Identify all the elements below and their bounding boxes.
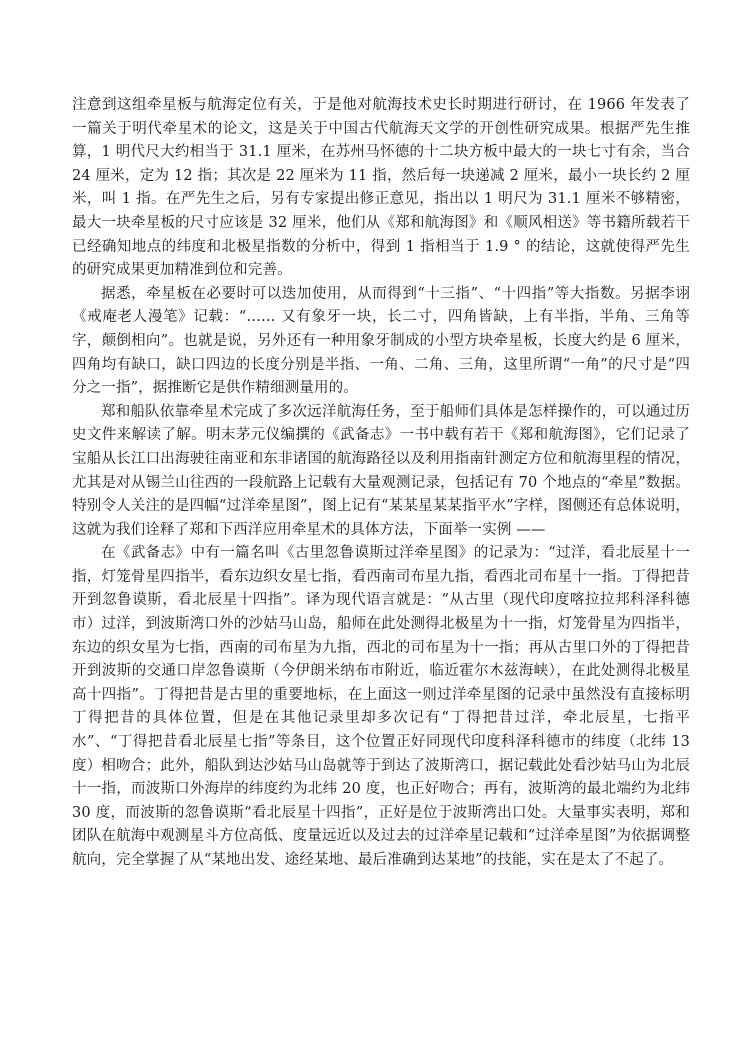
paragraph-4: 在《武备志》中有一篇名叫《古里忽鲁谟斯过洋牵星图》的记录为：“过洋，看北辰星十一指，灯笼骨星四指半，看东边织女星七指，看西南司布星九指，看西北司布星十一指。丁得把昔开到忽鲁谟斯，看北辰星十四指”。译为现代语言就是：“从古里（现代印度喀拉拉邦科泽科德市）过洋，到波斯湾口外的沙姑马山岛，船师在此处测得北极星为十一指，灯笼骨星为四指半，东边的织女星为七指，西南的司布星为九指，西北的司布星为十一指；再从古里口外的丁得把昔开到波斯的交通口岸忽鲁谟斯（今伊朗米纳布市附近，临近霍尔木兹海峡），在此处测得北极星高十四指”。丁得把昔是古里的重要地标，在上面这一则过洋牵星图的记录中虽然没有直接标明丁得把昔的具体位置，但是在其他记录里却多次记有“丁得把昔过洋，牵北辰星，七指平水”、“丁得把昔看北辰星七指”等条目，这个位置正好同现代印度科泽科德市的纬度（北纬 13 度）相吻合；此外，船队到达沙姑马山岛就等于到达了波斯湾口，据记载此处看沙姑马山为北辰十一指，而波斯口外海岸的纬度约为北纬 20 度，也正好吻合；再有，波斯湾的最北端约为北纬 30 度，而波斯的忽鲁谟斯“看北辰星十四指”，正好是位于波斯湾出口处。大量事实表明，郑和团队在航海中观测星斗方位高低、度量远近以及过去的过洋牵星记载和“过洋牵星图”为依据调整航向，完全掌握了从“某地出发、途经某地、最后准确到达某地”的技能，实在是太了不起了。 xyxy=(72,545,690,868)
paragraph-3: 郑和船队依靠牵星术完成了多次远洋航海任务，至于船师们具体是怎样操作的，可以通过历史文件来解读了解。明末茅元仪编撰的《武备志》一书中载有若干《郑和航海图》，它们记录了宝船从长江口出海驶往南亚和东非诸国的航海路径以及利用指南针测定方位和航海里程的情况，尤其是对从锡兰山往西的一段航路上记载有大量观测记录，包括记有 70 个地点的“牵星”数据。特别令人关注的是四幅“过洋牵星图”，图上记有“某某星某某指平水”字样，图侧还有总体说明，这就为我们诠释了郑和下西洋应用牵星术的具体方法，下面举一实例 —— xyxy=(72,403,690,538)
paragraph-2: 据悉，牵星板在必要时可以迭加使用，从而得到“十三指”、“十四指”等大指数。另据李诩《戒庵老人漫笔》记载：“…… 又有象牙一块，长二寸，四角皆缺，上有半指，半角、三角等字，颠倒相向”。也就是说，另外还有一种用象牙制成的小型方块牵星板，长度大约是 6 厘米，四角均有缺口，缺口四边的长度分别是半指、一角、二角、三角，这里所谓“一角”的尺寸是“四分之一指”，据推断它是供作精细测量用的。 xyxy=(72,285,690,397)
paragraph-1: 注意到这组牵星板与航海定位有关，于是他对航海技术史长时期进行研讨，在 1966 年发表了一篇关于明代牵星术的论文，这是关于中国古代航海天文学的开创性研究成果。根据严先生推算，1 明代尺大约相当于 31.1 厘米，在苏州马怀德的十二块方板中最大的一块七寸有余，当合 24 厘米，定为 12 指；其次是 22 厘米为 11 指，然后每一块递减 2 厘米，最小一块长约 2 厘米，叫 1 指。在严先生之后，另有专家提出修正意见，指出以 1 明尺为 31.1 厘米不够精密，最大一块牵星板的尺寸应该是 32 厘米，他们从《郑和航海图》和《顺风相送》等书籍所载若干已经确知地点的纬度和北极星指数的分析中，得到 1 指相当于 1.9 ° 的结论，这就使得严先生的研究成果更加精准到位和完善。 xyxy=(72,97,690,279)
article-body xyxy=(72,94,690,873)
